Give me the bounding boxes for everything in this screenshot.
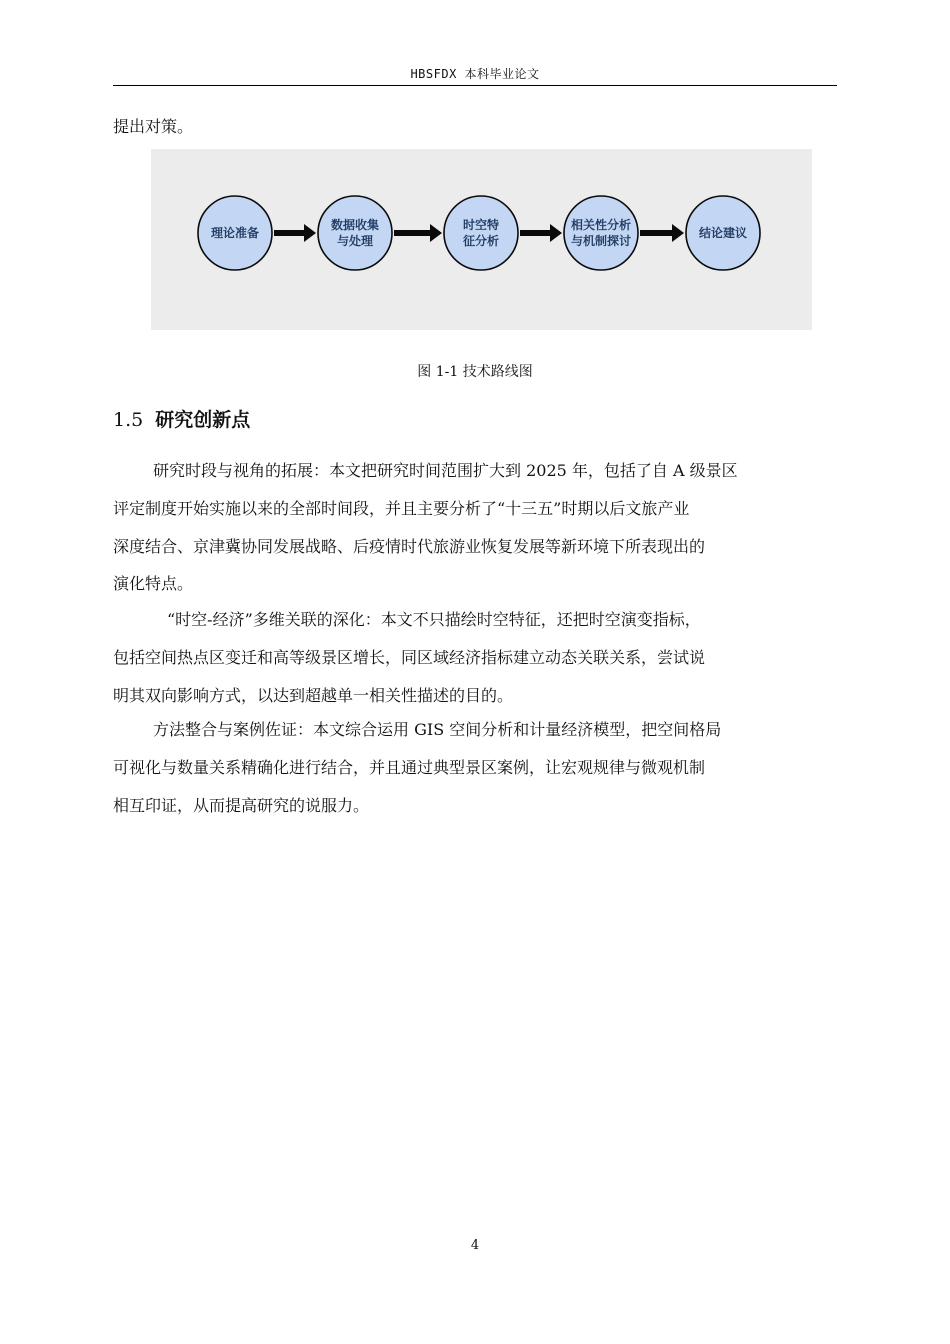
- flow-arrow-shaft: [640, 230, 673, 236]
- figure-caption: 图 1-1 技术路线图: [417, 364, 533, 380]
- lead-line: 提出对策。: [113, 117, 194, 136]
- flow-node-label: 相关性分析: [570, 218, 632, 232]
- flow-arrow-shaft: [520, 230, 551, 236]
- flow-node-circle: [318, 196, 392, 270]
- section-number: 1.5: [113, 409, 144, 431]
- section-title: 研究创新点: [155, 409, 251, 431]
- flow-node-label: 时空特: [462, 218, 500, 232]
- paragraph-line: 评定制度开始实施以来的全部时间段，并且主要分析了“十三五”时期以后文旅产业: [113, 499, 690, 518]
- paragraph-line: 明其双向影响方式，以达到超越单一相关性描述的目的。: [113, 686, 514, 705]
- running-header: HBSFDX 本科毕业论文: [410, 67, 540, 81]
- paragraph-line: “时空-经济”多维关联的深化：本文不只描绘时空特征，还把时空演变指标，: [167, 610, 701, 629]
- flow-arrow-head: [430, 224, 442, 242]
- flow-arrow-head: [304, 224, 316, 242]
- flow-node-label: 理论准备: [210, 226, 260, 240]
- flow-arrow-shaft: [274, 230, 305, 236]
- flow-node-label: 结论建议: [698, 226, 748, 240]
- flow-node-label: 与处理: [336, 234, 374, 248]
- flow-node-circle: [444, 196, 518, 270]
- flow-arrow-head: [550, 224, 562, 242]
- page-number: 4: [470, 1238, 480, 1253]
- flow-node-label: 与机制探讨: [570, 234, 632, 248]
- section-heading: [113, 407, 250, 433]
- flow-node-label: 征分析: [462, 234, 500, 248]
- flowchart-svg: [151, 149, 812, 330]
- flow-node-label: 数据收集: [330, 218, 380, 232]
- paragraph-line: 方法整合与案例佐证：本文综合运用 GIS 空间分析和计量经济模型，把空间格局: [153, 720, 722, 739]
- header-rule: [113, 85, 837, 86]
- paragraph-line: 相互印证，从而提高研究的说服力。: [113, 796, 370, 815]
- flow-node-circle: [564, 196, 638, 270]
- flow-arrow-head: [672, 224, 684, 242]
- paragraph-line: 研究时段与视角的拓展：本文把研究时间范围扩大到 2025 年，包括了自 A 级景区: [153, 461, 738, 480]
- technical-route-figure: [151, 149, 812, 330]
- paragraph-line: 可视化与数量关系精确化进行结合，并且通过典型景区案例，让宏观规律与微观机制: [113, 758, 706, 777]
- paragraph-line: 深度结合、京津冀协同发展战略、后疫情时代旅游业恢复发展等新环境下所表现出的: [113, 537, 706, 556]
- paragraph-line: 包括空间热点区变迁和高等级景区增长，同区域经济指标建立动态关联关系，尝试说: [113, 648, 706, 667]
- paragraph-line: 演化特点。: [113, 574, 194, 593]
- flow-arrow-shaft: [394, 230, 431, 236]
